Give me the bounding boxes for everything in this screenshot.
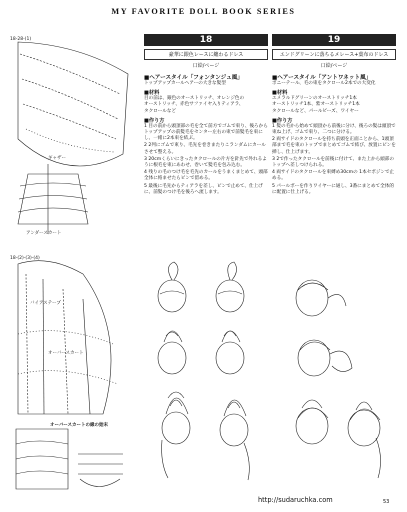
materials-line: オーストリッチ1本、紫オーストリッチ1本 <box>272 102 360 108</box>
procedure-step: 2 両サイドのタクロールを持ち前頭を正面ことから、1頭頂部まで毛を束のトップでまとめてゴムで結び、放置にピンを挿し、仕上げます。 <box>272 137 396 155</box>
procedure-heading: ■作り方 <box>272 117 293 124</box>
instruction-column-19 <box>272 34 396 197</box>
procedure-heading: ■作り方 <box>144 117 165 124</box>
procedure-step: 4 残りの毛のつけ毛を毛先のカールをうまくまとめて、頭部全体に絡ませたらピンで留める。 <box>144 170 268 182</box>
item-number-badge: 19 <box>272 34 396 46</box>
over-label: オーバースカート <box>48 351 84 356</box>
doll-head-drawings <box>272 258 396 484</box>
materials-heading: ■材料 <box>272 90 288 97</box>
part2-label: 18-(2)-(3)-(4) <box>10 256 40 261</box>
procedure-step: 3 2で作ったタクロールを前後に付けて、また上から頭部のトップへ差しつけられる。 <box>272 156 394 169</box>
hairstyle-title: ■ヘアースタイル「フォンタンジュ風」 <box>144 75 243 81</box>
procedure-step: 5 最後に毛先からティアラを差し、ピンで止めて、仕上げに、前髪のつけ毛を後ろへ流します。 <box>144 183 263 195</box>
materials-line: タクロールなど、パールビーズ、ワイヤー <box>272 108 359 114</box>
procedure-step: 3 20cmくらいにきったタクロールの片方を針先で外れるように根毛を束にあわせ、巻いて髪毛を包み込む。 <box>144 156 267 169</box>
instruction-column-18 <box>144 34 268 197</box>
page-reference: 口絵/ページ <box>320 63 348 69</box>
hairstyle-title: ■ヘアースタイル「アントワネット風」 <box>272 75 372 81</box>
materials-line: タクロールなど <box>144 108 177 114</box>
materials-line: オーストリッチ、赤色サファイヤ入りティアラ、 <box>144 102 244 108</box>
footer-url: http://sudaruchka.com <box>258 496 333 504</box>
hairstyle-illustrations-18 <box>144 258 268 484</box>
series-title: MY FAVORITE DOLL BOOK SERIES <box>111 7 296 16</box>
procedure-step: 4 両サイドのタクロールを束縛め30cmの 1本セポジンで止める。 <box>272 170 395 182</box>
gather-label: ギャザー <box>48 156 66 161</box>
procedure-step: 5 パールボーを作りワイヤーに通し、3番にまとめて全体的に配置に仕上げる。 <box>272 183 394 195</box>
apron-label: アンダースカート <box>26 231 62 236</box>
part1-label: 18-28-(1) <box>10 37 32 42</box>
pattern-diagram <box>8 34 132 502</box>
procedure-step: 2 2列にゴムで束り、毛先を巻きまたりこランダムにカールさせて整える。 <box>144 143 266 155</box>
item-number-badge: 18 <box>144 34 268 46</box>
page-number: 53 <box>383 499 390 505</box>
materials-line: エメラルドグリーンのオーストリッチ1本 <box>272 96 357 102</box>
item-subtitle: エンドグリーンに落ちるメレース+葉布のドレス <box>272 49 396 60</box>
item-subtitle: 豪華に銀色レースに纏わるドレス <box>144 49 268 60</box>
materials-heading: ■材料 <box>144 90 160 97</box>
hairstyle-desc: ポニーテール、毛の束をタクロール2本での大変化 <box>272 81 376 86</box>
hairstyle-desc: トップアップカールヘアーの大きな髪型 <box>144 81 226 86</box>
page-reference: 口絵/ページ <box>192 63 220 69</box>
materials-line: 目の前は、銀色のオーストリッチ、オレンジ色の <box>144 96 245 102</box>
procedure-step: 1 目の前から頭頂部の毛を全て前方でゴムで束り、後ろからトップアップの前髪毛をセンター左右の束で前髪毛を束にし、一緒に2本束を結ぶ。 <box>144 123 268 142</box>
hairstyle-illustrations-19 <box>272 258 396 484</box>
bias-label: バイアステープ <box>30 301 61 306</box>
doll-head-drawings <box>144 258 268 484</box>
pattern-panel <box>8 34 132 502</box>
procedure-step: 1 髪の毛から始めて頭頂から前後に分け、後ろの髪は頭頂で束ね上げ、ゴムで束り、二つに分ける。 <box>272 123 396 136</box>
skirt-edge-label: オーバースカートの縁の始末 <box>50 423 109 428</box>
